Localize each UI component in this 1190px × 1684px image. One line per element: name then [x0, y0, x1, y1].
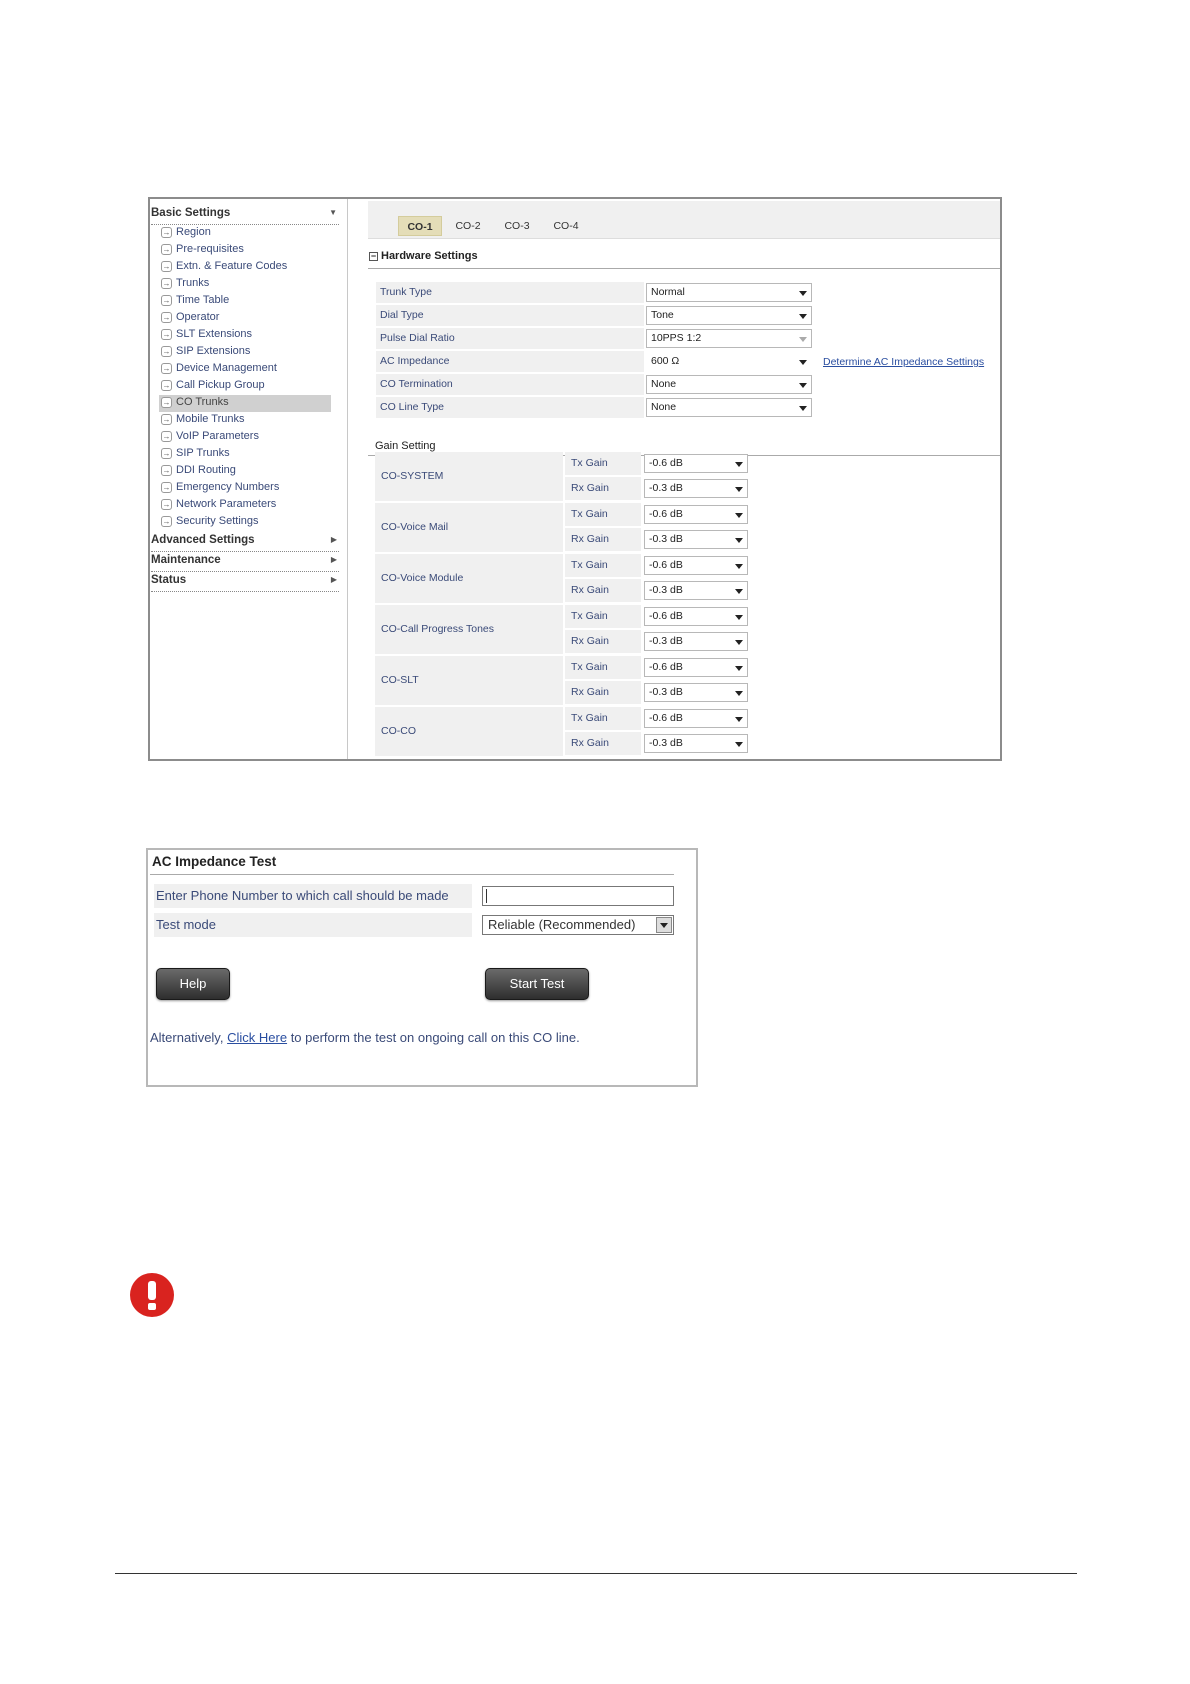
- tx-gain-label: Tx Gain: [565, 452, 641, 475]
- caret-down-icon: [735, 640, 743, 645]
- caret-down-icon: [799, 291, 807, 296]
- arrow-circle-icon: →: [162, 347, 171, 356]
- co-termination-label: CO Termination: [376, 374, 644, 395]
- tx-gain-label: Tx Gain: [565, 503, 641, 526]
- arrow-circle-icon: →: [162, 500, 171, 509]
- sidebar-item-co-trunks[interactable]: [159, 395, 331, 412]
- dial-type-value: Tone: [651, 309, 674, 321]
- sidebar-item-device-management[interactable]: [159, 361, 331, 378]
- sidebar-item-mobile-trunks[interactable]: [159, 412, 331, 429]
- arrow-circle-icon: →: [162, 466, 171, 475]
- sidebar-item-emergency-numbers[interactable]: [159, 480, 331, 497]
- sidebar-item-security-settings[interactable]: [159, 514, 331, 531]
- arrow-circle-icon: →: [162, 245, 171, 254]
- rx-gain-label: Rx Gain: [565, 732, 641, 755]
- arrow-circle-icon: →: [162, 228, 171, 237]
- co-voice-module-rx-gain-select[interactable]: [644, 581, 748, 600]
- sidebar-item-label: SIP Trunks: [176, 447, 230, 459]
- alternative-instruction: [150, 1030, 580, 1045]
- co-call-progress-tones-tx-gain-select[interactable]: [644, 607, 748, 626]
- tx-gain-value: -0.6 dB: [649, 661, 683, 673]
- help-button[interactable]: Help: [156, 968, 230, 1000]
- rx-gain-value: -0.3 dB: [649, 635, 683, 647]
- gain-setting-title: Gain Setting: [375, 440, 436, 452]
- gain-group-co-co: CO-CO: [375, 707, 563, 756]
- sidebar-item-label: Mobile Trunks: [176, 413, 245, 425]
- divider: [150, 874, 674, 875]
- rx-gain-value: -0.3 dB: [649, 686, 683, 698]
- exclamation-bar: [148, 1281, 156, 1300]
- co-tab-bar: [368, 201, 1002, 239]
- co-trunks-screenshot: [148, 197, 1002, 761]
- co-line-type-label: CO Line Type: [376, 397, 644, 418]
- phone-number-input[interactable]: [482, 886, 674, 906]
- caret-down-icon: [735, 462, 743, 467]
- caret-down-icon: [735, 513, 743, 518]
- test-mode-label: Test mode: [154, 913, 472, 937]
- sidebar-item-label: CO Trunks: [176, 396, 229, 408]
- sidebar-item-trunks[interactable]: [159, 276, 331, 293]
- sidebar-item-label: Network Parameters: [176, 498, 277, 510]
- nav-basic-settings[interactable]: [151, 205, 339, 225]
- arrow-circle-icon: →: [162, 330, 171, 339]
- sidebar-item-label: Emergency Numbers: [176, 481, 280, 493]
- arrow-circle-icon: →: [162, 296, 171, 305]
- co-line-type-select[interactable]: [646, 398, 812, 417]
- click-here-link[interactable]: Click Here: [227, 1030, 288, 1045]
- hw-row-ac-impedance: [376, 351, 812, 372]
- gain-group-co-slt: CO-SLT: [375, 656, 563, 705]
- caret-down-icon: [799, 406, 807, 411]
- determine-ac-impedance-link[interactable]: Determine AC Impedance Settings: [823, 356, 985, 368]
- rx-gain-value: -0.3 dB: [649, 533, 683, 545]
- ac-impedance-test-title: AC Impedance Test: [152, 854, 277, 869]
- dial-type-select[interactable]: [646, 306, 812, 325]
- exclamation-dot: [148, 1303, 156, 1310]
- sidebar-item-pre-requisites[interactable]: [159, 242, 331, 259]
- gain-group-co-voice-module: CO-Voice Module: [375, 554, 563, 603]
- caret-down-icon: [799, 383, 807, 388]
- caret-down-icon: [735, 691, 743, 696]
- caret-down-icon: [735, 589, 743, 594]
- co-call-progress-tones-rx-gain-select[interactable]: [644, 632, 748, 651]
- hw-row-pulse-dial-ratio: [376, 328, 812, 349]
- ac-impedance-label: AC Impedance: [376, 351, 644, 372]
- tab-co-1[interactable]: CO-1: [398, 216, 442, 236]
- trunk-type-value: Normal: [651, 286, 685, 298]
- test-mode-value: Reliable (Recommended): [488, 917, 636, 932]
- sidebar-item-sip-extensions[interactable]: [159, 344, 331, 361]
- sidebar-item-label: SIP Extensions: [176, 345, 251, 357]
- sidebar-item-label: Trunks: [176, 277, 210, 289]
- arrow-circle-icon: →: [162, 279, 171, 288]
- co-termination-select[interactable]: [646, 375, 812, 394]
- rx-gain-label: Rx Gain: [565, 681, 641, 704]
- sidebar-item-label: Operator: [176, 311, 220, 323]
- tab-co-2[interactable]: CO-2: [455, 220, 481, 232]
- rx-gain-label: Rx Gain: [565, 579, 641, 602]
- gain-group-co-system: CO-SYSTEM: [375, 452, 563, 501]
- phone-number-label: Enter Phone Number to which call should be made: [154, 884, 472, 908]
- sidebar-item-call-pickup-group[interactable]: [159, 378, 331, 395]
- hw-row-trunk-type: [376, 282, 812, 303]
- tx-gain-value: -0.6 dB: [649, 559, 683, 571]
- co-voice-mail-rx-gain-select[interactable]: [644, 530, 748, 549]
- arrow-circle-icon: →: [162, 364, 171, 373]
- chevron-right-icon: ▶: [330, 535, 337, 544]
- gain-group-co-voice-mail: CO-Voice Mail: [375, 503, 563, 552]
- caret-down-icon: [735, 487, 743, 492]
- divider: [368, 268, 1002, 269]
- sidebar-item-slt-extensions[interactable]: [159, 327, 331, 344]
- sidebar-item-time-table[interactable]: [159, 293, 331, 310]
- chevron-right-icon: ▶: [330, 555, 337, 564]
- hardware-settings-header[interactable]: [369, 250, 478, 262]
- sidebar-nav: [150, 199, 348, 759]
- hw-row-co-line-type: [376, 397, 812, 418]
- minus-box-icon: −: [370, 250, 377, 261]
- sidebar-item-label: Extn. & Feature Codes: [176, 260, 288, 272]
- caret-down-icon: [799, 360, 807, 365]
- sidebar-item-voip-parameters[interactable]: [159, 429, 331, 446]
- co-slt-rx-gain-select[interactable]: [644, 683, 748, 702]
- hardware-settings-title: Hardware Settings: [381, 250, 478, 262]
- trunk-type-label: Trunk Type: [376, 282, 644, 303]
- sidebar-item-extn-feature-codes[interactable]: [159, 259, 331, 276]
- caret-down-icon: [735, 615, 743, 620]
- sidebar-item-label: Call Pickup Group: [176, 379, 265, 391]
- hw-row-dial-type: [376, 305, 812, 326]
- tx-gain-label: Tx Gain: [565, 605, 641, 628]
- rx-gain-label: Rx Gain: [565, 630, 641, 653]
- dial-type-label: Dial Type: [376, 305, 644, 326]
- co-termination-value: None: [651, 378, 677, 390]
- arrow-circle-icon: →: [162, 398, 171, 407]
- pulse-dial-ratio-value: 10PPS 1:2: [651, 332, 702, 344]
- start-test-button[interactable]: Start Test: [485, 968, 589, 1000]
- caret-down-icon: [735, 666, 743, 671]
- rx-gain-value: -0.3 dB: [649, 482, 683, 494]
- sidebar-item-label: SLT Extensions: [176, 328, 253, 340]
- tx-gain-value: -0.6 dB: [649, 610, 683, 622]
- caret-down-icon: [799, 314, 807, 319]
- chevron-right-icon: ▶: [330, 575, 337, 584]
- sidebar-item-label: Security Settings: [176, 515, 259, 527]
- nav-advanced-settings-label: Advanced Settings: [151, 534, 255, 546]
- co-system-rx-gain-select[interactable]: [644, 479, 748, 498]
- caret-down-icon: [735, 717, 743, 722]
- sidebar-item-operator[interactable]: [159, 310, 331, 327]
- caret-down-icon: [735, 742, 743, 747]
- tx-gain-value: -0.6 dB: [649, 457, 683, 469]
- rx-gain-value: -0.3 dB: [649, 584, 683, 596]
- pulse-dial-ratio-select[interactable]: [646, 329, 812, 348]
- nav-advanced-settings[interactable]: [151, 532, 339, 552]
- co-co-tx-gain-select[interactable]: [644, 709, 748, 728]
- rx-gain-label: Rx Gain: [565, 528, 641, 551]
- arrow-circle-icon: →: [162, 415, 171, 424]
- tx-gain-label: Tx Gain: [565, 707, 641, 730]
- text-cursor: [486, 889, 487, 903]
- nav-basic-settings-label: Basic Settings: [151, 207, 231, 219]
- co-slt-tx-gain-select[interactable]: [644, 658, 748, 677]
- alt-suffix-text: to perform the test on ongoing call on this CO line.: [290, 1030, 580, 1045]
- sidebar-item-label: Device Management: [176, 362, 277, 374]
- sidebar-item-label: DDI Routing: [176, 464, 236, 476]
- trunk-type-select[interactable]: [646, 283, 812, 302]
- arrow-circle-icon: →: [162, 313, 171, 322]
- arrow-circle-icon: →: [162, 381, 171, 390]
- sidebar-item-sip-trunks[interactable]: [159, 446, 331, 463]
- dropdown-arrow-icon: [656, 917, 672, 933]
- rx-gain-label: Rx Gain: [565, 477, 641, 500]
- sidebar-item-network-parameters[interactable]: [159, 497, 331, 514]
- sidebar-item-label: Pre-requisites: [176, 243, 244, 255]
- nav-maintenance-label: Maintenance: [151, 554, 221, 566]
- hw-row-co-termination: [376, 374, 812, 395]
- co-voice-mail-tx-gain-select[interactable]: [644, 505, 748, 524]
- co-co-rx-gain-select[interactable]: [644, 734, 748, 753]
- arrow-circle-icon: →: [162, 483, 171, 492]
- alt-prefix-text: Alternatively,: [150, 1030, 224, 1045]
- tx-gain-value: -0.6 dB: [649, 712, 683, 724]
- gain-group-co-call-progress-tones: CO-Call Progress Tones: [375, 605, 563, 654]
- tab-co-3[interactable]: CO-3: [504, 220, 530, 232]
- exclamation-circle-icon: [130, 1273, 174, 1317]
- nav-status[interactable]: [151, 572, 339, 592]
- arrow-circle-icon: →: [162, 432, 171, 441]
- nav-status-label: Status: [151, 574, 187, 586]
- caret-down-icon: [735, 564, 743, 569]
- sidebar-item-label: Region: [176, 226, 211, 238]
- test-mode-select[interactable]: [482, 915, 674, 935]
- chevron-down-icon: ▼: [329, 208, 337, 217]
- arrow-circle-icon: →: [162, 517, 171, 526]
- arrow-circle-icon: →: [162, 449, 171, 458]
- co-system-tx-gain-select[interactable]: [644, 454, 748, 473]
- tab-co-4[interactable]: CO-4: [553, 220, 579, 232]
- nav-maintenance[interactable]: [151, 552, 339, 572]
- co-line-type-value: None: [651, 401, 677, 413]
- sidebar-item-ddi-routing[interactable]: [159, 463, 331, 480]
- sidebar-item-label: Time Table: [176, 294, 230, 306]
- tx-gain-label: Tx Gain: [565, 656, 641, 679]
- footer-divider: [115, 1573, 1077, 1574]
- tx-gain-value: -0.6 dB: [649, 508, 683, 520]
- sidebar-item-region[interactable]: [159, 225, 331, 242]
- tx-gain-label: Tx Gain: [565, 554, 641, 577]
- co-voice-module-tx-gain-select[interactable]: [644, 556, 748, 575]
- sidebar-item-label: VoIP Parameters: [176, 430, 259, 442]
- caret-down-icon: [735, 538, 743, 543]
- ac-impedance-test-dialog: [146, 848, 698, 1087]
- arrow-circle-icon: →: [162, 262, 171, 271]
- ac-impedance-select[interactable]: [646, 352, 812, 371]
- rx-gain-value: -0.3 dB: [649, 737, 683, 749]
- caret-down-icon: [799, 337, 807, 342]
- ac-impedance-value: 600 Ω: [651, 355, 680, 367]
- pulse-dial-ratio-label: Pulse Dial Ratio: [376, 328, 644, 349]
